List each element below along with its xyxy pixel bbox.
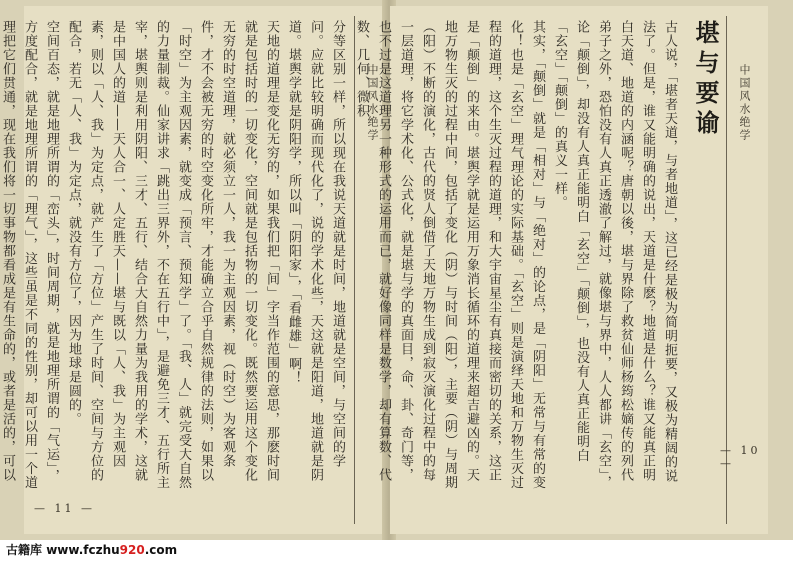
watermark-url-suffix: .com xyxy=(144,543,178,557)
section-title: 堪与要谕 xyxy=(691,20,720,140)
right-running-head: 中国风水绝学 xyxy=(738,64,751,142)
right-paragraph-1: 古人说，「堪者天道，与者地道」，这已经是极为简明扼要，又极为精阔的说法了。但是，谁又能明确的说出，天道是什麽？地道是什么？谁又能真正明白天道、地道的内涵呢？唐朝以後，堪与界除了救贫仙师杨筠松嫡传的列代弟子之外，恐怕没有人真正透澈了解过，就像堪与界中，人人都讲「玄空」，论「颠倒」，却没有人真正能明白「玄空」「颠倒」，也没有人真正能明白「玄空」「颠倒」的真义一样。 xyxy=(552,20,677,490)
watermark-url-prefix: www.fczhu xyxy=(46,543,120,557)
left-page xyxy=(0,6,386,534)
watermark-url-number: 920 xyxy=(119,543,145,557)
left-page-body xyxy=(0,20,348,490)
right-page-number: — 10 — xyxy=(720,444,761,470)
watermark-label: 古籍库 xyxy=(6,543,43,557)
left-paragraph-2: 天地的道理是变化无穷的，如果我们把「间」字当作范围的意思，那麽时间就是包括时的一切变化，空间就是包括物的一切变化。既然要运用这个变化无穷的时空道理，就必须立一人，我一为主观因素，视（时空）为客观条件，才不会被无穷的时空变化所牢，才能确立合乎自然规律的法则，如果以「时空」为主观因素，就变成「预言、预知学」了。「我、人」就完受大自然的力量制裁。仙家讲求「跳出三界外，不在五行中」，是避免三才、五行所主宰，堪舆则是利用阴阳、三才、五行、结合大自然力量为我用的学术，这就是中国人的道——天人合一、人定胜天——堪与既以「人、我」为主观因素，则以「人、我」为定点，就产生了「方位」产生了时间、空间与方位的配合，若无「人、我」为定点，就没有方位了，因为地球是圆的。 xyxy=(66,20,279,490)
left-paragraph-3: 空间百态，就是地理所谓的「峦头」，时间周期，就是地理所谓的「气运」，方度配合，就是地理所谓的「理气」，这些虽是不同的性别，却可以用一个道理把它们贯通，现在我们将一切事物都看成是有生命的，或者是活的，可以 xyxy=(0,20,59,490)
right-page xyxy=(354,6,768,534)
site-watermark xyxy=(6,541,177,558)
left-paragraph-1: 分等区别一样，所以现在我说天道就是时间，地道就是空间，与空间的学问。应就比较明确而现代化了，说的学术化些，天这就是阳道，地道就是阴道。堪舆学就是阴阳学，所以叫「阴阳家」，「看雌雄」啊！ xyxy=(286,20,345,482)
right-paragraph-2: 其实，「颠倒」就是「相对」与「绝对」的论点，是「阴阳」无常与有常的变化！也是「玄空」理气理论的实际基础。「玄空」则是演绎天地和万物生灭过程的道理，这个生灭过程的道理，和大宇宙星尘有真接而密切的关系，这正是「颠倒」的来由。堪舆学就是运用万象消长循环的道理来超吉避凶的。天地万物生灭的过程中间，包括了变化（阴）与时间（阳），主要（阴）与周期（阳）不断的演化，古代的贤人倒借了天地万物生成到寂灭演化过程中的每一层道理，将它学术化、公式化，就是堪与学的真面目，命、卦、奇门等，也不过是这道理另一种形式的运用而已，就好像同样是数学，却有算数、代数、几何、微积 xyxy=(354,20,545,490)
left-running-head: 中国风水绝学 xyxy=(366,64,379,142)
left-page-number: — 11 — xyxy=(34,502,95,515)
